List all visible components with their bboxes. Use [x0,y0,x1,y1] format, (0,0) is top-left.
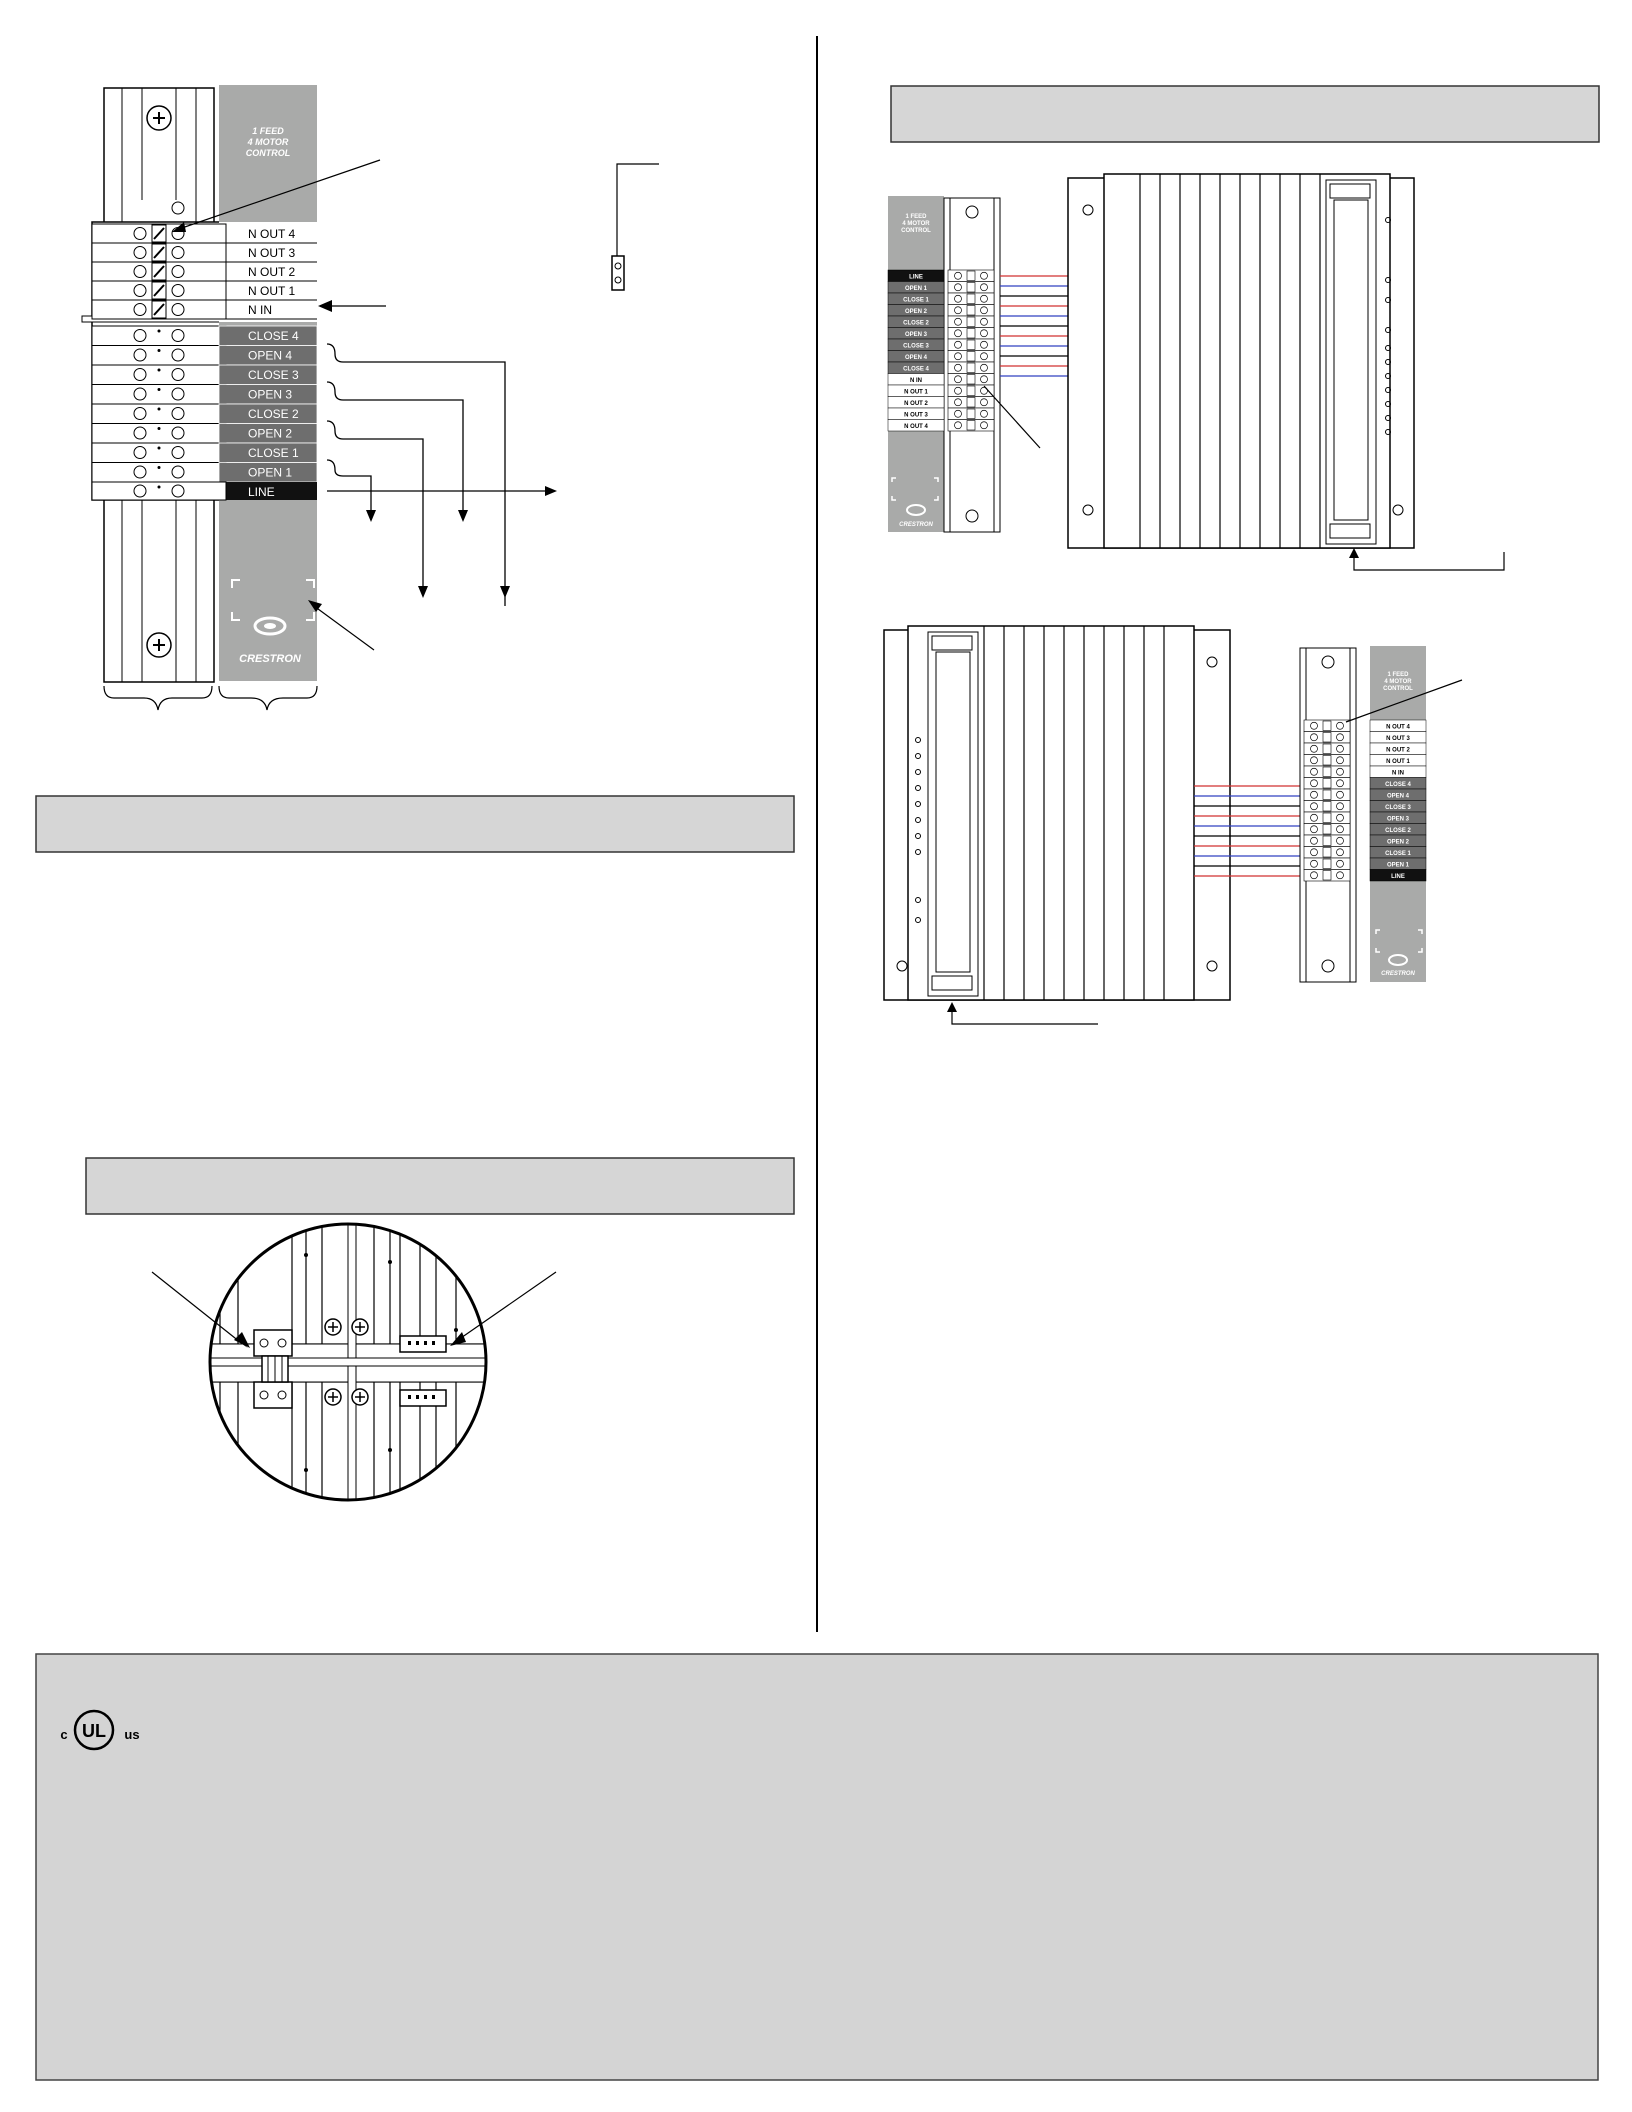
small-top-row-close-3 [888,339,994,351]
brand-text: CRESTRON [239,653,301,665]
terminal-row-close-4 [92,326,317,346]
small-top-label-n-out-4: N OUT 4 [904,424,928,430]
small-bottom-row-line [1304,870,1426,882]
terminal-label-n-out-3: N OUT 3 [248,246,296,260]
small-top-row-open-4 [888,351,994,363]
terminal-label-n-in: N IN [248,303,272,317]
terminal-row-close-1 [92,443,317,463]
terminal-row-n-out-4 [92,224,317,243]
terminal-row-open-4 [92,346,317,366]
small-top-row-n-out-3 [888,408,994,420]
terminal-row-n-out-2 [92,262,317,281]
terminal-row-close-2 [92,404,317,424]
circular-detail-figure [152,1220,556,1510]
svg-text:4 MOTOR: 4 MOTOR [1384,679,1412,685]
terminal-label-n-out-2: N OUT 2 [248,265,296,279]
small-bottom-label-n-out-1: N OUT 1 [1386,759,1410,765]
ul-c-text: c [60,1727,68,1742]
small-bottom-label-close-3: CLOSE 3 [1385,805,1411,811]
small-top-row-line [888,270,994,282]
terminal-label-close-4: CLOSE 4 [248,329,299,343]
small-top-label-open-3: OPEN 3 [904,332,928,338]
terminal-label-close-3: CLOSE 3 [248,368,299,382]
svg-text:4 MOTOR: 4 MOTOR [902,221,930,227]
terminal-row-n-out-1 [92,281,317,300]
detail-network-connector [400,1336,446,1352]
terminal-label-close-1: CLOSE 1 [248,446,299,460]
small-bottom-row-close-3 [1304,801,1426,813]
terminal-row-open-1 [92,463,317,483]
header-bar-section [36,796,794,852]
small-top-label-close-2: CLOSE 2 [903,320,929,327]
header-bar-detail [86,1158,794,1214]
small-bottom-row-open-1 [1304,858,1426,870]
terminal-label-close-2: CLOSE 2 [248,407,299,421]
small-top-label-close-1: CLOSE 1 [903,297,929,304]
terminal-label-n-out-4: N OUT 4 [248,227,296,241]
small-top-label-open-1: OPEN 1 [904,286,928,292]
header-bar-hookup [891,86,1599,142]
brace-rail [104,686,212,710]
terminal-row-open-3 [92,385,317,405]
small-bottom-label-open-1: OPEN 1 [1386,862,1410,869]
small-bottom-row-n-out-2 [1304,743,1426,755]
small-bottom-row-open-2 [1304,835,1426,847]
small-bottom-label-n-out-4: N OUT 4 [1386,724,1410,731]
small-bottom-label-n-out-3: N OUT 3 [1386,736,1410,742]
small-bottom-label-close-4: CLOSE 4 [1385,782,1411,788]
small-top-label-open-4: OPEN 4 [904,355,928,361]
terminal-row-n-out-3 [92,243,317,262]
enclosure-top-connector [1330,184,1370,198]
panel-title-line-2: 4 MOTOR [247,137,289,147]
hookup-diagram-bottom [884,626,1462,1024]
small-bottom-row-close-1 [1304,847,1426,859]
leader-enclosure-top [1354,552,1504,570]
svg-text:CRESTRON: CRESTRON [1381,971,1415,977]
small-bottom-label-line: LINE [1391,874,1405,880]
small-bottom-label-open-2: OPEN 2 [1386,839,1410,846]
small-top-row-n-out-1 [888,385,994,397]
leader-label-window [314,606,374,650]
small-top-row-close-2 [888,316,994,328]
ul-mark-text: UL [82,1721,106,1741]
ul-us-text: us [124,1727,140,1742]
panel-title-line-1: 1 FEED [252,126,284,136]
line-terminal-label: LINE [248,485,275,499]
panel-title-line-3: CONTROL [245,148,291,158]
small-bottom-label-open-4: OPEN 4 [1386,793,1410,800]
terminal-label-open-3: OPEN 3 [248,387,293,402]
small-top-row-open-3 [888,328,994,340]
terminal-row-open-2 [92,424,317,444]
small-top-label-line: LINE [909,274,923,281]
small-bottom-row-open-4 [1304,789,1426,801]
small-bottom-label-n-in: N IN [1392,770,1404,777]
terminal-label-n-out-1: N OUT 1 [248,284,296,298]
small-bottom-label-open-3: OPEN 3 [1386,816,1410,823]
small-bottom-row-n-out-4 [1304,720,1426,732]
small-bottom-label-close-1: CLOSE 1 [1385,851,1411,857]
main-module-figure [82,85,659,710]
small-top-label-n-out-3: N OUT 3 [904,412,928,419]
svg-text:CONTROL: CONTROL [1383,686,1413,692]
small-bottom-row-n-out-3 [1304,732,1426,744]
small-bottom-label-close-2: CLOSE 2 [1385,828,1411,834]
enclosure-bottom-connector [932,976,972,990]
wiring-arrowheads [366,486,557,598]
brace-panel [219,686,317,710]
small-top-label-n-out-2: N OUT 2 [904,401,928,407]
compliance-panel [36,1654,1598,2080]
small-top-row-open-1 [888,282,994,294]
small-bottom-row-close-4 [1304,778,1426,790]
small-bottom-row-open-3 [1304,812,1426,824]
small-top-row-n-out-2 [888,397,994,409]
small-top-label-n-in: N IN [910,378,922,384]
small-top-row-n-in [888,374,994,386]
svg-text:CRESTRON: CRESTRON [899,522,933,528]
small-top-label-close-3: CLOSE 3 [903,343,929,350]
svg-text:CONTROL: CONTROL [901,228,931,234]
motor-wiring [327,344,547,606]
small-top-label-n-out-1: N OUT 1 [904,389,928,396]
svg-text:1 FEED: 1 FEED [905,214,927,220]
small-top-row-close-4 [888,362,994,374]
small-bottom-label-n-out-2: N OUT 2 [1386,747,1410,754]
small-bottom-row-close-2 [1304,824,1426,836]
terminal-label-open-2: OPEN 2 [248,426,293,441]
small-top-label-close-4: CLOSE 4 [903,366,929,373]
hookup-diagram-top [888,174,1504,570]
small-bottom-row-n-out-1 [1304,755,1426,767]
small-top-row-open-2 [888,305,994,317]
terminal-row-close-3 [92,365,317,385]
terminal-label-open-1: OPEN 1 [248,465,293,480]
terminal-label-open-4: OPEN 4 [248,348,293,363]
terminal-detail-icon [612,256,624,290]
small-bottom-row-n-in [1304,766,1426,778]
small-top-row-n-out-4 [888,420,994,432]
leader-enclosure-bottom [952,1010,1098,1024]
small-top-row-close-1 [888,293,994,305]
svg-text:1 FEED: 1 FEED [1387,672,1409,678]
small-top-label-open-2: OPEN 2 [904,309,928,315]
